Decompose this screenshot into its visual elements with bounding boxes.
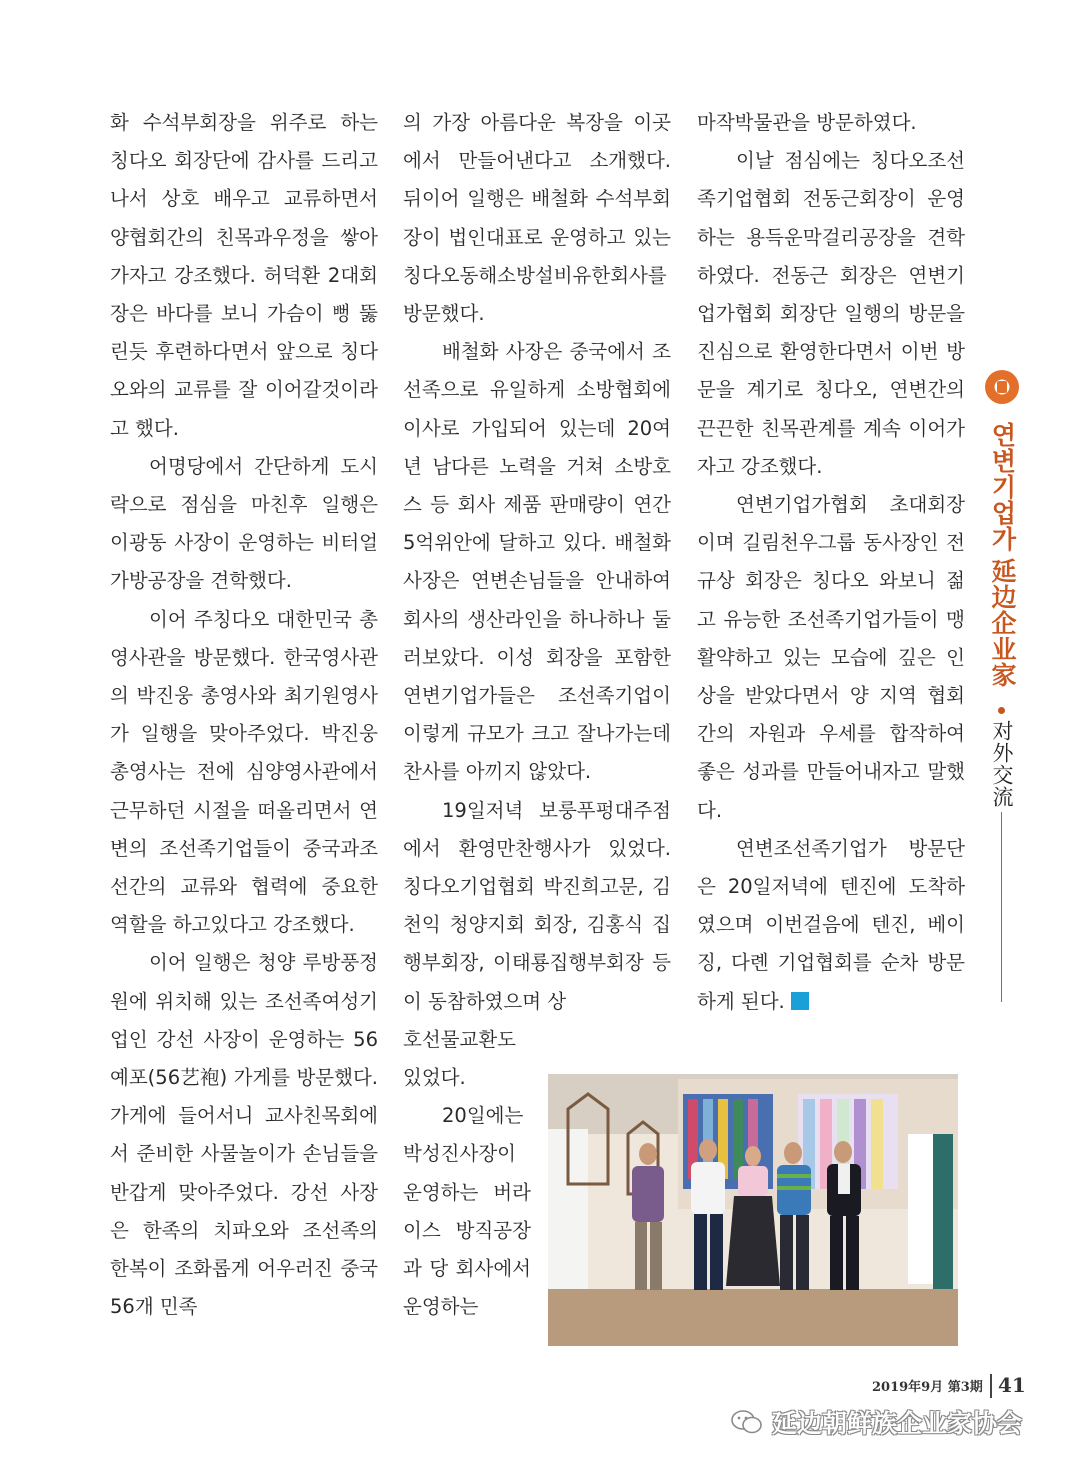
magazine-title-korean: 연변기업가 — [988, 422, 1017, 552]
paragraph: 19일저녁 보룽푸펑대주점에서 환영만찬행사가 있었다. 칭다오기업협회 박진희고문, 김천익 청양지회 회장, 김홍식 집행부회장, 이태룡집행부회장 등이 동참하였으며 상 — [403, 798, 671, 1013]
section-name: 对外交流 — [990, 720, 1014, 808]
paragraph: 의 가장 아름다운 복장을 이곳에서 만들어낸다고 소개했다. 뒤이어 일행은 배철화 수석부회장이 법인대표로 운영하고 있는 칭다오동해소방설비유한회사를 방문했다. — [403, 111, 671, 326]
wechat-watermark — [730, 1404, 1022, 1442]
separator-dot — [998, 707, 1005, 714]
paragraph: 화 수석부회장을 위주로 하는 칭다오 회장단에 감사를 드리고나서 상호 배우고 교류하면서 양협회간의 친목과우정을 쌓아가자고 강조했다. 허덕환 2대회장은 바다를 보니 가슴이 뻥 뚫린듯 후련하다면서 앞으로 칭다오와의 교류를 잘 이어갈것이라고 했다. — [110, 111, 378, 440]
paragraph: 연변기업가협회 초대회장이며 길림천우그룹 동사장인 전규상 회장은 칭다오 와보니 젊고 유능한 조선족기업가들이 맹활약하고 있는 모습에 깊은 인상을 받았다면서 양 지역 협회 간의 자원과 우세를 합작하여 좋은 성과를 만들어내자고 말했다. — [697, 493, 965, 822]
folio-divider — [990, 1374, 992, 1398]
association-logo-icon — [985, 370, 1019, 404]
paragraph: 어명당에서 간단하게 도시락으로 점심을 마친후 일행은 이광동 사장이 운영하는 비터얼 가방공장을 견학했다. — [110, 454, 378, 593]
paragraph — [697, 830, 965, 1021]
watermark-text: 延边朝鲜族企业家协会 — [772, 1409, 1023, 1438]
article-column-1 — [110, 104, 378, 1327]
paragraph: 이어 주칭다오 대한민국 총영사관을 방문했다. 한국영사관의 박진웅 총영사와 최기원영사가 일행을 맞아주었다. 박진웅 총영사는 전에 심양영사관에서 근무하던 시절을 떠올리면서 연변의 조선족기업들이 중국과조선간의 교류와 협력에 중요한 역할을 하고있다고 강조했다. — [110, 607, 378, 937]
paragraph: 20일에는 박성진사장이 운영하는 버라이스 방직공장과 당 회사에서 운영하는 — [403, 1104, 531, 1319]
wechat-icon — [730, 1408, 764, 1442]
group-photo — [548, 1074, 958, 1346]
magazine-sidebar — [982, 370, 1022, 830]
paragraph: 이어 일행은 청양 루방풍정원에 위치해 있는 조선족여성기업인 강선 사장이 운영하는 56예포(56艺袍) 가게를 방문했다.가게에 들어서니 교사친목회에서 준비한 사물놀이가 손님들을 반갑게 맞아주었다. 강선 사장은 한족의 치파오와 조선족의 한복이 조화롭게 어우러진 중국 56개 민족 — [110, 951, 378, 1319]
closing-sentence: 연변조선족기업가 방문단은 20일저녁에 텐진에 도착하였으며 이번걸음에 텐진, 베이징, 다롄 기업협회를 순차 방문하게 된다. — [697, 836, 965, 1013]
end-of-article-mark — [791, 992, 809, 1010]
article-column-3 — [697, 104, 965, 1021]
magazine-title-chinese: 延边企业家 — [988, 558, 1017, 688]
page-number: 41 — [998, 1373, 1026, 1397]
paragraph: 이날 점심에는 칭다오조선족기업협회 전동근회장이 운영하는 용득운막걸리공장을 견학하였다. 전동근 회장은 연변기업가협회 회장단 일행의 방문을 진심으로 환영한다면서 이번 방문을 계기로 칭다오, 연변간의 끈끈한 친목관계를 계속 이어가자고 강조했다. — [697, 149, 965, 478]
sidebar-rule — [1001, 812, 1002, 1002]
paragraph: 마작박물관을 방문하였다. — [697, 111, 917, 134]
paragraph: 호선물교환도 있었다. — [403, 1027, 517, 1090]
paragraph: 배철화 사장은 중국에서 조선족으로 유일하게 소방협회에 이사로 가입되어 있는데 20여년 남다른 노력을 거쳐 소방호스 등 회사 제품 판매량이 연간 5억위안에 달하고 있다. 배철화 사장은 연변손님들을 안내하여 회사의 생산라인을 하나하나 둘러보았다. 이성 회장을 포함한 연변기업가들은 조선족기업이 이렇게 규모가 크고 잘나가는데 찬사를 아끼지 않았다. — [403, 340, 671, 784]
issue-label: 2019年9月 第3期 — [872, 1380, 983, 1395]
